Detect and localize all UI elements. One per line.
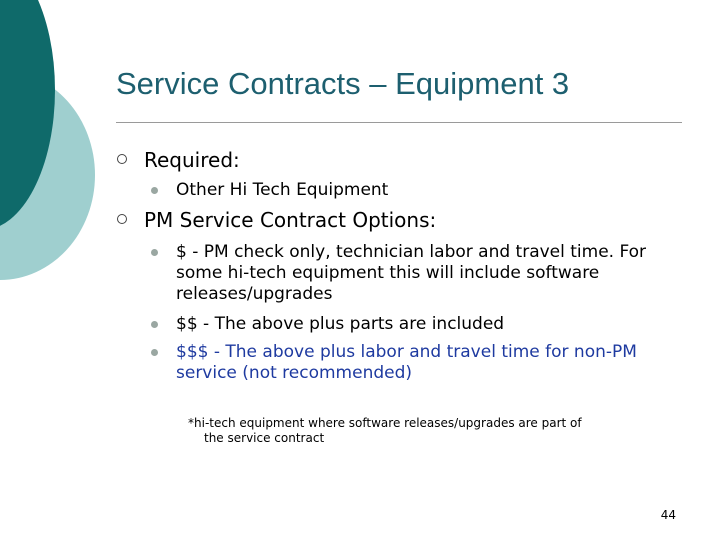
footnote-line-2: the service contract: [204, 431, 325, 445]
bullet-required: [144, 148, 240, 172]
hollow-circle-bullet-icon: [117, 214, 127, 224]
bullet-dot-icon: [151, 187, 158, 194]
hollow-circle-bullet-icon: [117, 154, 127, 164]
sub-bullet-option-1: [176, 242, 676, 305]
bullet-pm-options: [144, 208, 436, 232]
bullet-dot-icon: [151, 321, 158, 328]
sub-bullet-hi-tech: [176, 180, 676, 201]
bullet-dot-icon: [151, 249, 158, 256]
title-divider: [116, 122, 682, 123]
sub-bullet-option-2: [176, 314, 676, 335]
footnote: [188, 416, 668, 446]
bullet-dot-icon: [151, 349, 158, 356]
sub-bullet-text: $$$ - The above plus labor and travel time for non-PM service (not recommended): [176, 342, 637, 383]
page-number: 44: [660, 508, 676, 522]
decorative-circles: [0, 0, 120, 320]
sub-bullet-text: $ - PM check only, technician labor and travel time. For some hi-tech equipment this will include software releases/upgrades: [176, 242, 647, 304]
bullet-text: PM Service Contract Options:: [144, 208, 437, 232]
sub-bullet-text: Other Hi Tech Equipment: [176, 180, 389, 200]
sub-bullet-text: $$ - The above plus parts are included: [176, 314, 505, 334]
slide-title: Service Contracts – Equipment 3: [116, 66, 570, 101]
sub-bullet-option-3: [176, 342, 676, 384]
footnote-line-1: *hi-tech equipment where software releases/upgrades are part of: [188, 416, 582, 430]
bullet-text: Required:: [144, 148, 240, 172]
